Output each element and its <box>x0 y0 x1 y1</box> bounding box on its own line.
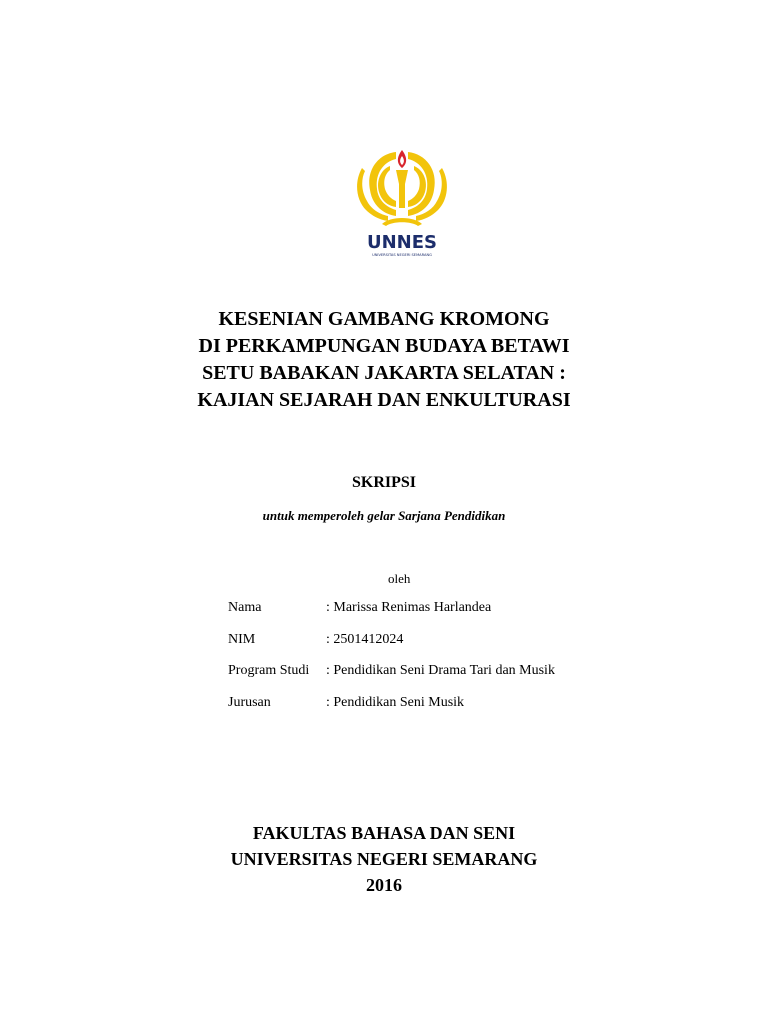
info-label: Program Studi <box>228 663 310 679</box>
author-info <box>228 600 555 727</box>
unnes-logo-icon <box>352 142 452 260</box>
document-type: SKRIPSI <box>351 474 417 491</box>
title-line: DI PERKAMPUNGAN BUDAYA BETAWI <box>198 335 570 357</box>
info-value: : Marissa Renimas Harlandea <box>326 600 492 615</box>
info-row-name <box>228 600 555 632</box>
university-name: UNIVERSITAS NEGERI SEMARANG <box>230 849 538 869</box>
institution-footer <box>0 820 768 898</box>
info-label: Jurusan <box>228 695 271 711</box>
year: 2016 <box>366 875 402 895</box>
info-row-nim <box>228 632 555 664</box>
info-label: NIM <box>228 631 256 647</box>
faculty-name: FAKULTAS BAHASA DAN SENI <box>252 823 516 843</box>
svg-text:UNNES: UNNES <box>366 232 438 253</box>
university-logo <box>352 142 452 260</box>
title-line: SETU BABAKAN JAKARTA SELATAN : <box>202 362 566 384</box>
info-value: : 2501412024 <box>326 631 404 647</box>
by-label: oleh <box>388 571 411 586</box>
degree-purpose: untuk memperoleh gelar Sarjana Pendidikan <box>262 508 506 523</box>
title-line: KAJIAN SEJARAH DAN ENKULTURASI <box>197 389 571 411</box>
info-row-program <box>228 663 555 695</box>
info-value: : Pendidikan Seni Musik <box>326 695 465 711</box>
svg-text:UNIVERSITAS NEGERI SEMARANG: UNIVERSITAS NEGERI SEMARANG <box>372 253 432 257</box>
info-row-department <box>228 695 555 727</box>
info-value: : Pendidikan Seni Drama Tari dan Musik <box>326 663 555 679</box>
title-line: KESENIAN GAMBANG KROMONG <box>218 308 550 330</box>
info-label: Nama <box>228 600 262 615</box>
thesis-title <box>0 306 768 414</box>
